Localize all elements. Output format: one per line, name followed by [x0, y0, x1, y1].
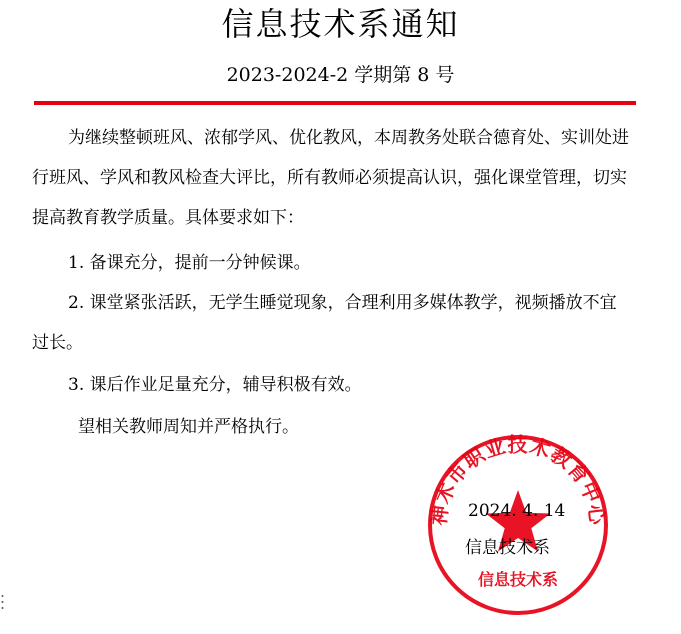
requirement-item-2: 2. 课堂紧张活跃，无学生睡觉现象，合理利用多媒体教学，视频播放不宜过长。: [32, 293, 617, 353]
issue-number: 2023-2024-2 学期第 8 号: [226, 64, 455, 86]
intro-paragraph: 为继续整顿班风、浓郁学风、优化教风，本周教务处联合德育处、实训处进行班风、学风和教风检查大评比，所有教师必须提高认识，强化课堂管理，切实提高教育教学质量。具体要求如下：: [32, 128, 629, 228]
seal-ring-text: 神木市职业技术教育中心: [426, 432, 610, 527]
requirement-item-3: 3. 课后作业足量充分，辅导积极有效。: [68, 375, 362, 395]
official-seal: [425, 432, 611, 618]
signature-date: 2024. 4. 14: [468, 501, 566, 521]
closing-line: 望相关教师周知并严格执行。: [78, 417, 299, 437]
requirement-item-1: 1. 备课充分，提前一分钟候课。: [68, 253, 311, 273]
seal-bottom-text: 信息技术系: [477, 570, 559, 589]
notice-title: 信息技术系通知: [221, 5, 460, 43]
signature-department: 信息技术系: [465, 538, 550, 558]
drag-handle-icon[interactable]: [1, 593, 4, 611]
red-divider: [34, 101, 636, 105]
